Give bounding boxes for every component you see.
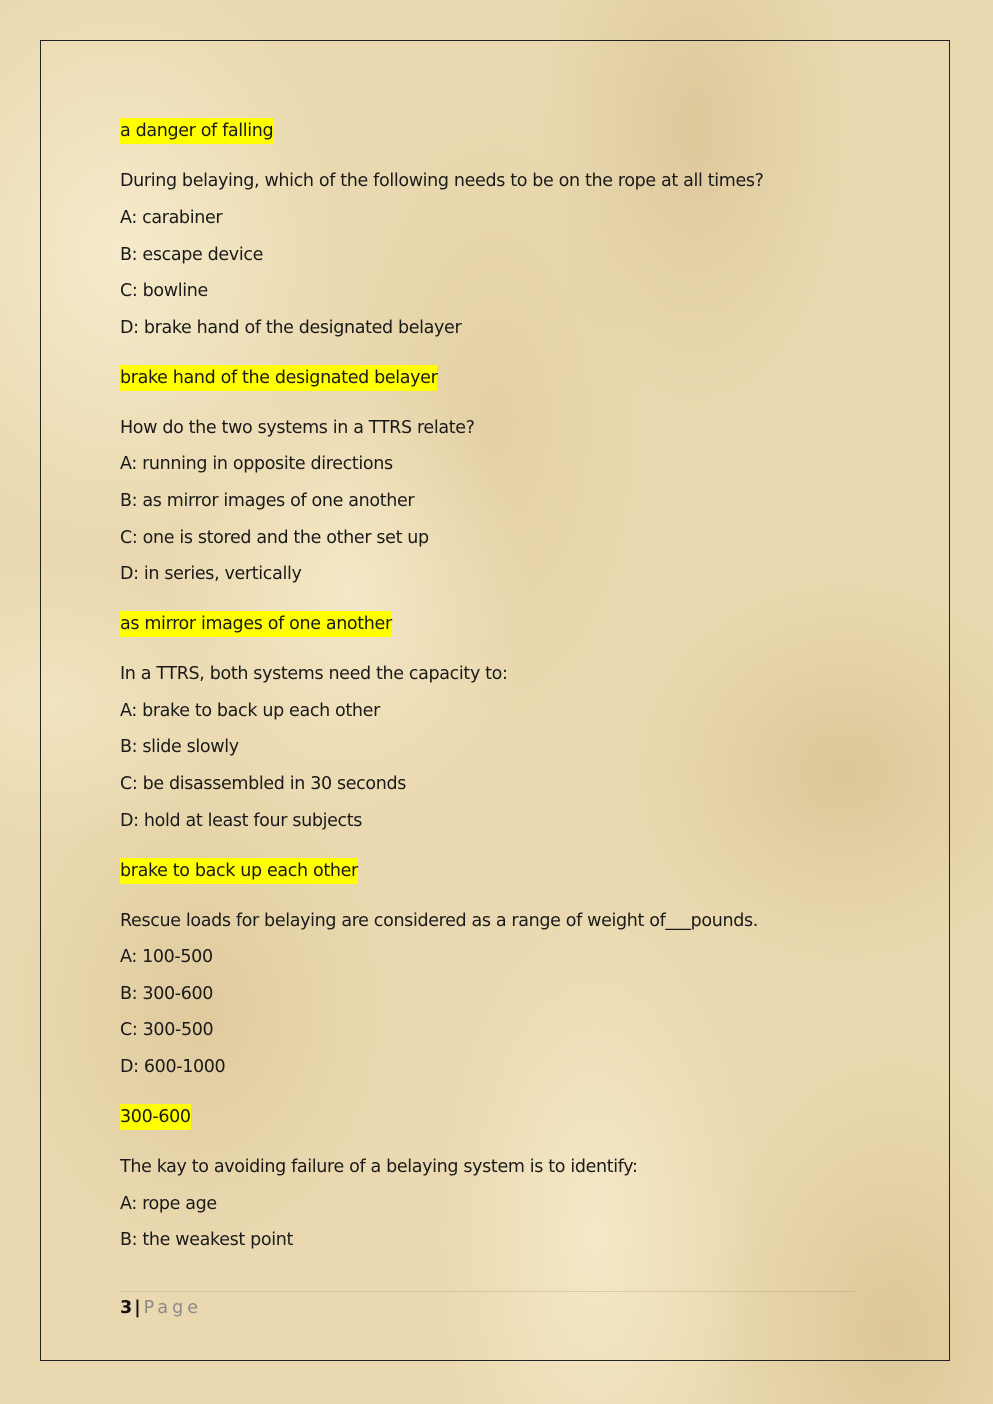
option-a: A: 100-500 [120,947,213,967]
answer-highlight: brake hand of the designated belayer [120,365,437,391]
answer-highlight: a danger of falling [120,118,273,144]
option-b: B: 300-600 [120,984,214,1004]
option-a: A: brake to back up each other [120,701,380,721]
option-d: D: hold at least four subjects [120,811,363,831]
option-c: C: 300-500 [120,1020,214,1040]
page-number: 3 [120,1298,133,1318]
option-c: C: be disassembled in 30 seconds [120,774,407,794]
option-a: A: running in opposite directions [120,454,393,474]
question-text: The kay to avoiding failure of a belaying system is to identify: [120,1157,638,1177]
answer-highlight: 300-600 [120,1104,191,1130]
option-a: A: rope age [120,1194,217,1214]
question-text: Rescue loads for belaying are considered as a range of weight of___pounds. [120,911,758,931]
option-b: B: escape device [120,245,264,265]
answer-highlight: as mirror images of one another [120,611,392,637]
option-d: D: 600-1000 [120,1057,226,1077]
question-text: During belaying, which of the following needs to be on the rope at all times? [120,171,764,191]
footer-separator: | [134,1298,141,1318]
option-b: B: slide slowly [120,737,239,757]
page-footer [120,1295,202,1321]
option-d: D: in series, vertically [120,564,302,584]
page-label: Page [143,1298,202,1318]
footer-rule [120,1291,855,1292]
option-a: A: carabiner [120,208,223,228]
option-b: B: the weakest point [120,1230,293,1250]
question-text: In a TTRS, both systems need the capacity to: [120,664,508,684]
answer-highlight: brake to back up each other [120,858,358,884]
question-text: How do the two systems in a TTRS relate? [120,418,475,438]
option-d: D: brake hand of the designated belayer [120,318,462,338]
option-c: C: bowline [120,281,208,301]
option-b: B: as mirror images of one another [120,491,415,511]
option-c: C: one is stored and the other set up [120,528,429,548]
